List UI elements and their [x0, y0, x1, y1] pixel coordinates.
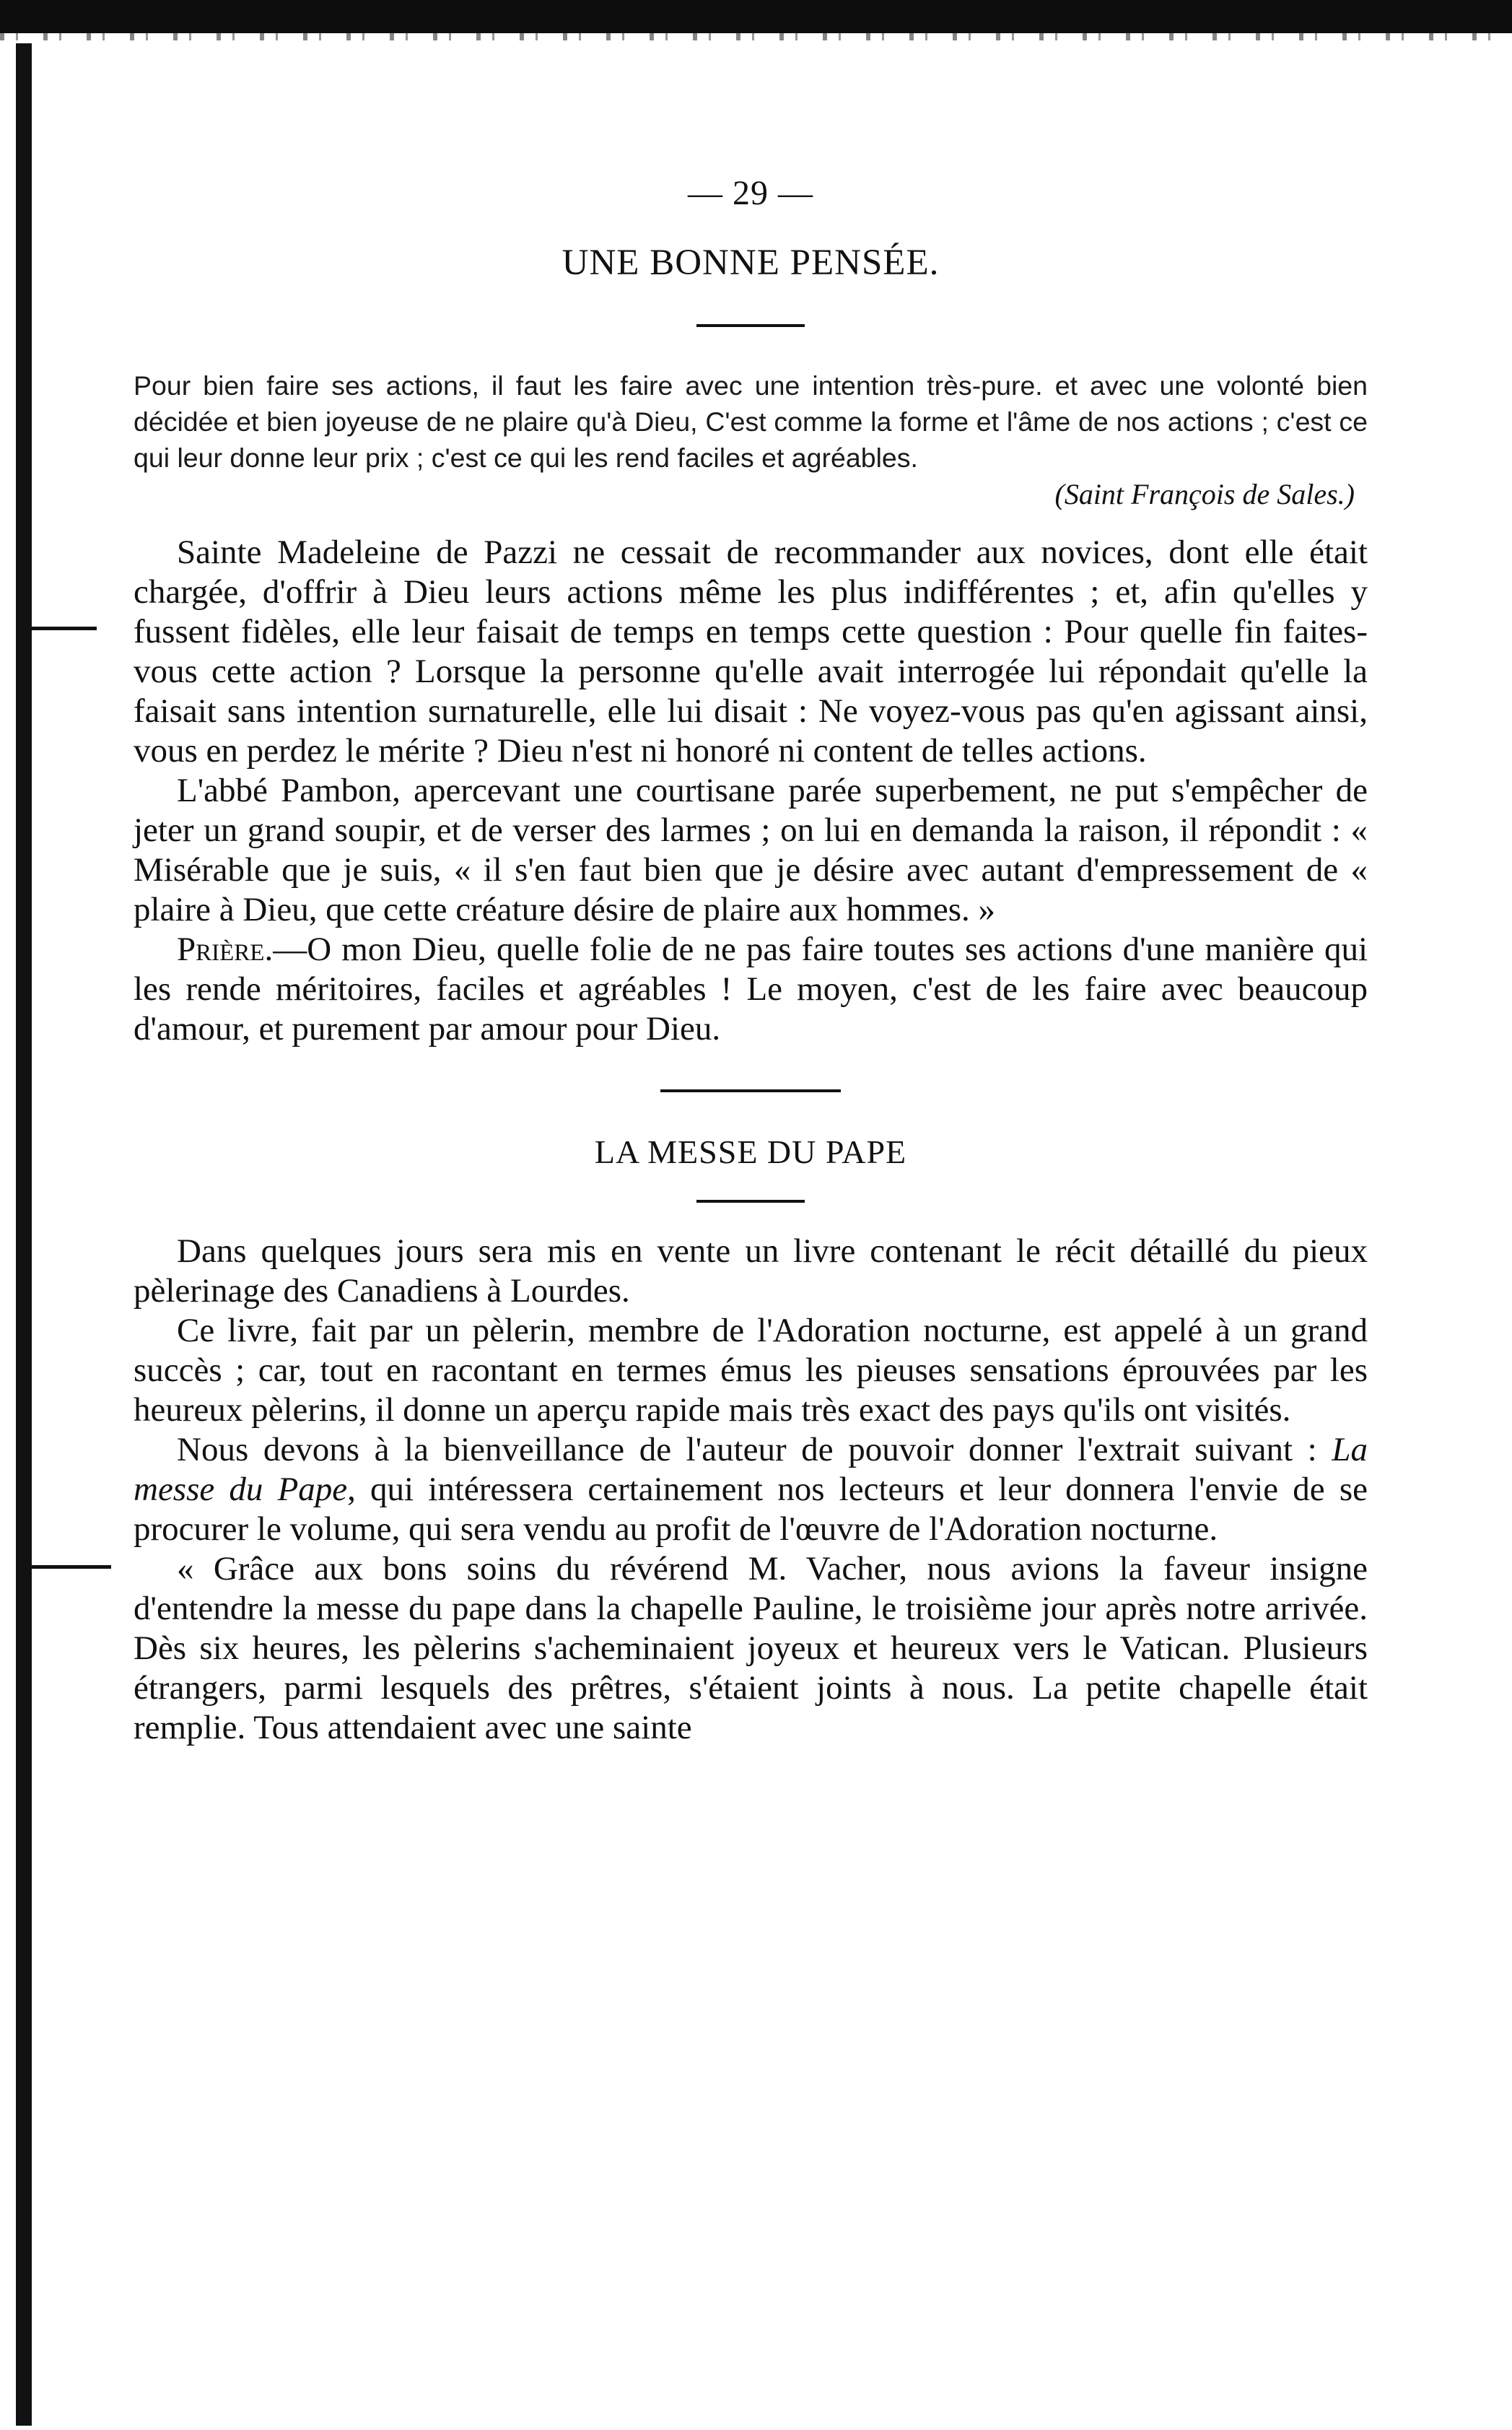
quote-attribution: (Saint François de Sales.) — [1054, 478, 1355, 510]
paragraph: L'abbé Pambon, apercevant une courtisane parée superbement, ne put s'empêcher de jeter un grand soupir, et de verser des larmes ; on lui en demanda la raison, il répondit : « Misérable que je suis, « il s'en faut bien que je désire avec autant d'empressement de « plaire à Dieu, que cette créature désire de plaire aux hommes. » — [134, 772, 1368, 928]
section-title-messe-du-pape: LA MESSE DU PAPE — [594, 1133, 907, 1170]
scan-top-border — [0, 0, 1512, 33]
prayer-text: —O mon Dieu, quelle folie de ne pas faire toutes ses actions d'une manière qui les rende méritoires, faciles et agréables ! Le moyen, c'est de les faire avec beaucoup d'amour, et purement par amour pour Dieu. — [134, 931, 1368, 1048]
paragraph-text: , qui intéressera certainement nos lecteurs et leur donnera l'envie de se procurer le volume, qui sera vendu au profit de l'œuvre de l'Adoration nocturne. — [134, 1471, 1368, 1548]
book-title: La messe du Pape — [134, 1431, 1368, 1508]
scan-top-speckle — [0, 33, 1512, 40]
paragraph: Ce livre, fait par un pèlerin, membre de l'Adoration nocturne, est appelé à un grand succès ; car, tout en racontant en termes émus les pieuses sensations éprouvées par les heureux pèlerins, il donne un aperçu rapide mais très exact des pays qu'ils ont visités. — [134, 1312, 1368, 1429]
section1-body — [134, 533, 1368, 1049]
prayer-label: Prière. — [177, 931, 274, 968]
scan-left-border — [16, 43, 32, 2426]
section-divider — [660, 1089, 841, 1092]
paragraph: Dans quelques jours sera mis en vente un livre contenant le récit détaillé du pieux pèlerinage des Canadiens à Lourdes. — [134, 1232, 1368, 1310]
paragraph: « Grâce aux bons soins du révérend M. Vacher, nous avions la faveur insigne d'entendre la messe du pape dans la chapelle Pauline, le troisième jour après notre arrivée. Dès six heures, les pèlerins s'acheminaient joyeux et heureux vers le Vatican. Plusieurs étrangers, parmi lesquels des prêtres, s'étaient joints à nous. La petite chapelle était remplie. Tous attendaient avec une sainte — [134, 1550, 1368, 1746]
paragraph-text: Nous devons à la bienveillance de l'auteur de pouvoir donner l'extrait suivant : — [177, 1431, 1332, 1468]
scan-margin-mark — [32, 627, 97, 630]
section2-body — [134, 1232, 1368, 1748]
page-number: — 29 — — [688, 174, 813, 212]
prayer-paragraph — [134, 930, 1368, 1049]
paragraph: Sainte Madeleine de Pazzi ne cessait de recommander aux novices, dont elle était chargée, d'offrir à Dieu leurs actions même les plus indifférentes ; et, afin qu'elles y fussent fidèles, elle leur faisait de temps en temps cette question : Pour quelle fin faites-vous cette action ? Lorsque la personne qu'elle avait interrogée lui répondait qu'elle la faisait sans intention surnaturelle, elle lui disait : Ne voyez-vous pas qu'en agissant ainsi, vous en perdez le mérite ? Dieu n'est ni honoré ni content de telles actions. — [134, 534, 1368, 770]
epigraph-quote — [134, 367, 1368, 476]
title-divider — [696, 1200, 805, 1203]
quote-text: Pour bien faire ses actions, il faut les faire avec une intention très-pure. et avec une volonté bien décidée et bien joyeuse de ne plaire qu'à Dieu, C'est comme la forme et l'âme de nos actions ; c'est ce qui leur donne leur prix ; c'est ce qui les rend faciles et agréables. — [134, 370, 1368, 473]
section-title-bonne-pensee: UNE BONNE PENSÉE. — [561, 243, 940, 283]
title-divider — [696, 324, 805, 327]
scan-margin-mark — [32, 1565, 111, 1569]
paragraph — [134, 1430, 1368, 1549]
document-page — [134, 152, 1368, 1748]
